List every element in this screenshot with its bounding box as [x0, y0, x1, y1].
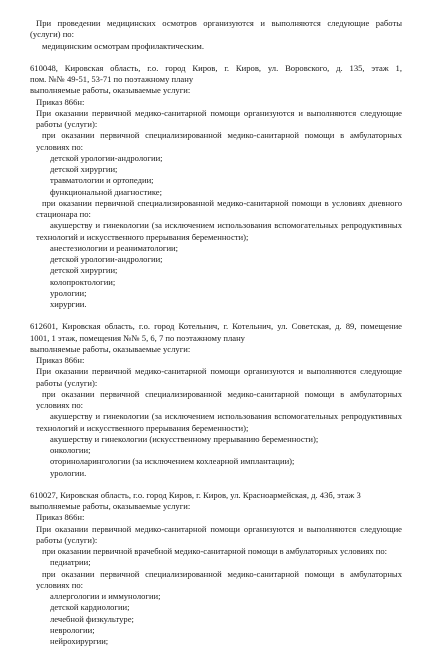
text-line: акушерству и гинекологии (искусственному прерыванию беременности);: [50, 433, 319, 444]
document-section: [30, 321, 402, 479]
text-line: условиях по:: [36, 579, 84, 590]
paragraph-gap: [30, 479, 402, 490]
text-line: при оказании первичной специализированной медико-санитарной помощи в амбулаторных: [42, 568, 402, 579]
text-line: Приказ 866н:: [36, 355, 85, 365]
text-line: работы (услуги):: [36, 119, 98, 129]
text-line: детской хирургии;: [50, 164, 118, 174]
text-line: при оказании первичной врачебной медико-санитарной помощи в амбулаторных условиях по:: [42, 546, 388, 556]
text-line: медицинским осмотрам профилактическим.: [42, 40, 204, 51]
text-line: выполняемые работы, оказываемые услуги:: [30, 501, 191, 511]
text-line: технологий и искусственного прерывания беременности);: [36, 231, 249, 242]
text-line: работы (услуги):: [36, 534, 98, 545]
text-line: технологий и искусственного прерывания беременности);: [36, 422, 249, 433]
text-line: детской урологии-андрологии;: [50, 152, 163, 163]
text-line: лечебной физкультуре;: [50, 613, 134, 624]
text-line: 610048, Кировская область, г.о. город Киров, г. Киров, ул. Воровского, д. 135, этаж 1,: [30, 62, 402, 73]
text-line: 610027, Кировская область, г.о. город Киров, г. Киров, ул. Красноармейская, д. 43б, этаж 3: [30, 489, 361, 500]
text-line: выполняемые работы, оказываемые услуги:: [30, 85, 191, 96]
text-line: неврологии;: [50, 624, 95, 635]
text-line: Приказ 866н:: [36, 512, 85, 523]
document-section: [30, 490, 402, 647]
text-line: работы (услуги):: [36, 377, 98, 388]
text-line: пом. №№ 49-51, 53-71 по поэтажному плану: [30, 74, 194, 84]
text-line: травматологии и ортопедии;: [50, 175, 154, 186]
text-line: детской хирургии;: [50, 265, 118, 276]
text-line: хирургии.: [50, 299, 87, 309]
text-line: при оказании первичной специализированной медико-санитарной помощи в амбулаторных: [42, 130, 402, 141]
text-line: При оказании первичной медико-санитарной помощи организуются и выполняются следующие: [36, 107, 402, 118]
text-line: нейрохирургии;: [50, 636, 109, 646]
text-line: (услуги) по:: [30, 29, 74, 40]
text-line: условиях по:: [36, 141, 84, 152]
text-line: онкологии;: [50, 445, 91, 455]
text-line: детской урологии-андрологии;: [50, 254, 163, 264]
text-line: при оказании первичной специализированной медико-санитарной помощи в условиях дневного: [42, 197, 402, 208]
text-line: выполняемые работы, оказываемые услуги:: [30, 343, 191, 354]
text-line: При проведении медицинских осмотров организуются и выполняются следующие работы: [36, 18, 402, 28]
text-line: функциональной диагностике;: [50, 186, 163, 197]
text-line: акушерству и гинекологии (за исключением использования вспомогательных репродуктивных: [50, 220, 402, 231]
paragraph-gap: [30, 52, 402, 63]
text-line: аллергологии и иммунологии;: [50, 591, 161, 601]
text-line: условиях по:: [36, 400, 84, 410]
text-line: 612601, Кировская область, г.о. город Котельнич, г. Котельнич, ул. Советская, д. 89, помещение: [30, 321, 402, 332]
text-line: детской кардиологии;: [50, 602, 130, 613]
text-line: оториноларингологии (за исключением кохлеарной имплантации);: [50, 456, 295, 467]
text-line: Приказ 866н:: [36, 96, 85, 107]
text-line: педиатрии;: [50, 557, 91, 568]
paragraph-gap: [30, 310, 402, 321]
text-line: При оказании первичной медико-санитарной помощи организуются и выполняются следующие: [36, 523, 402, 534]
text-line: колопроктологии;: [50, 276, 116, 287]
text-line: При оказании первичной медико-санитарной помощи организуются и выполняются следующие: [36, 366, 402, 377]
text-line: 1001, 1 этаж, помещения №№ 5, 6, 7 по поэтажному плану: [30, 332, 245, 343]
text-line: анестезиологии и реаниматологии;: [50, 242, 179, 253]
document-section: [30, 63, 402, 311]
text-line: стационара по:: [36, 209, 91, 219]
text-line: акушерству и гинекологии (за исключением использования вспомогательных репродуктивных: [50, 411, 402, 422]
text-line: при оказании первичной специализированной медико-санитарной помощи в амбулаторных: [42, 388, 402, 399]
document-section: [30, 18, 402, 52]
text-line: урологии;: [50, 287, 87, 298]
text-line: урологии.: [50, 467, 87, 478]
